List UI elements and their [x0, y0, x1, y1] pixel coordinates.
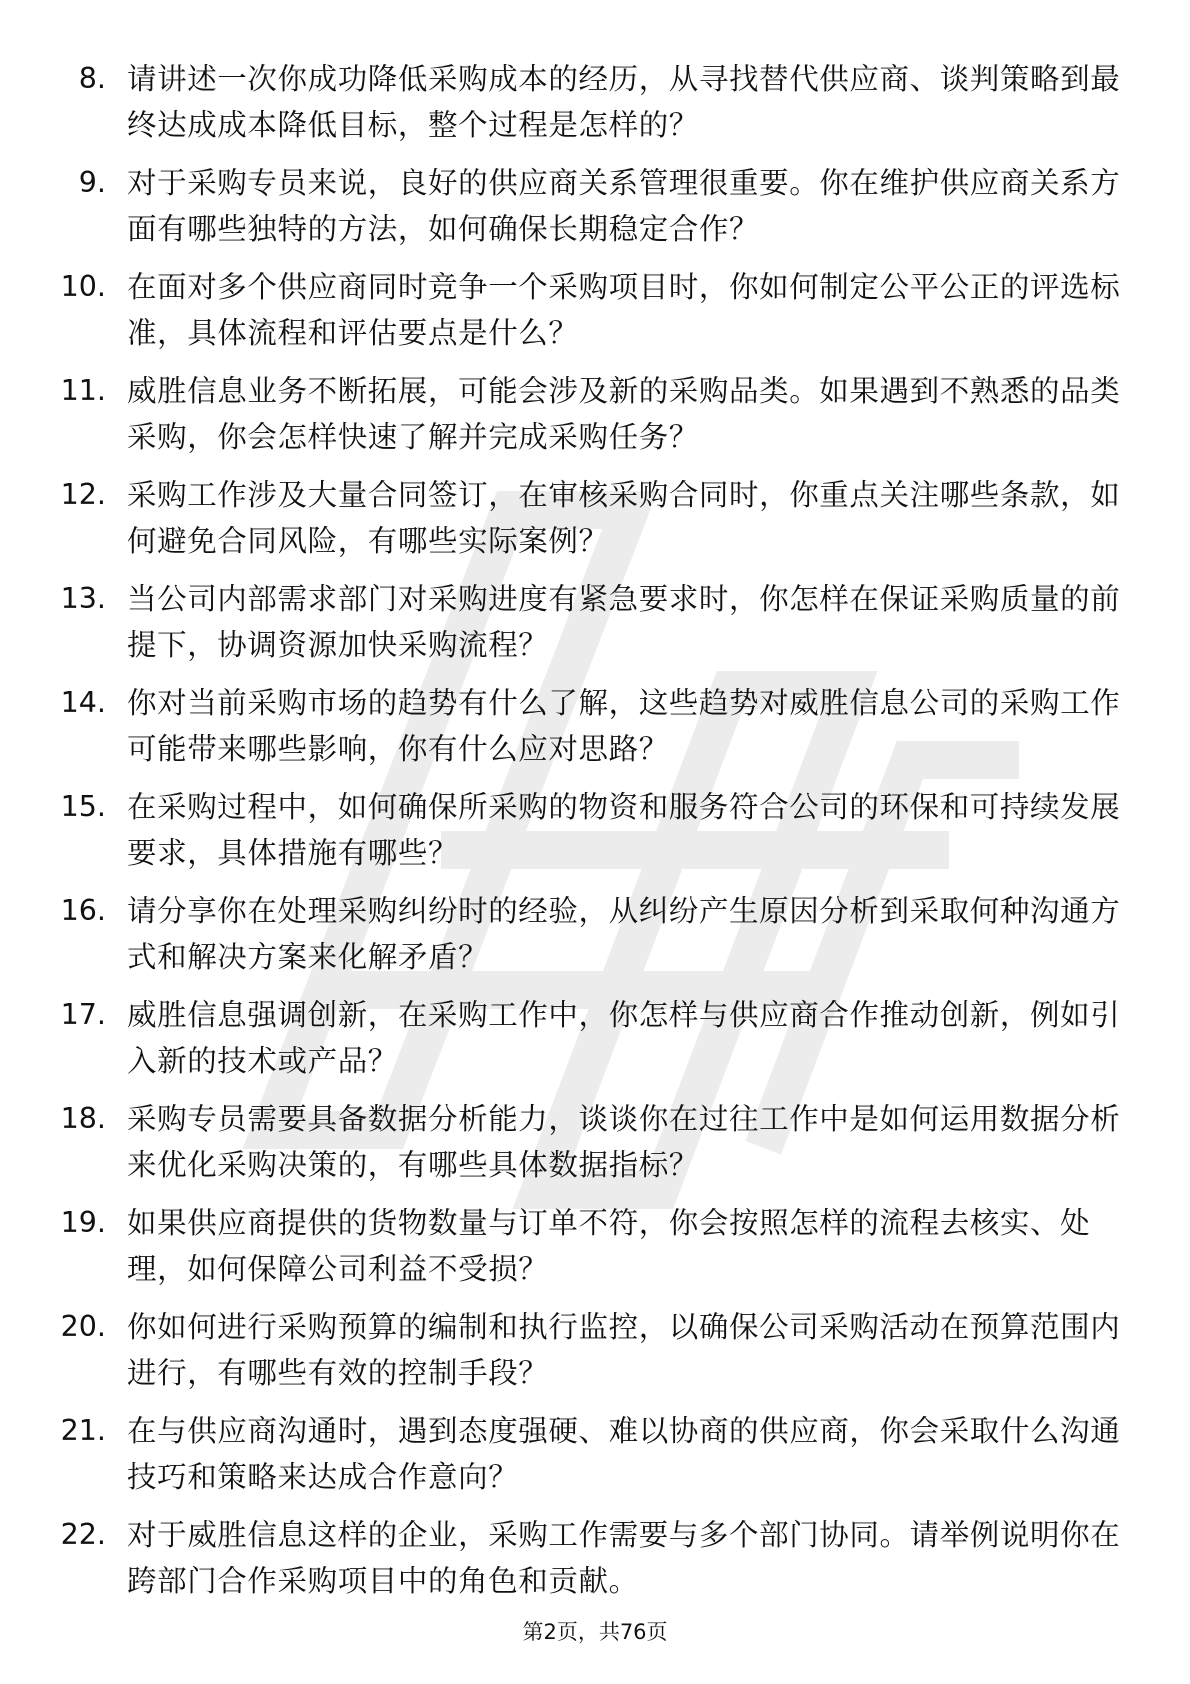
question-number: 10. — [60, 270, 106, 303]
question-number: 21. — [60, 1414, 106, 1447]
question-text: 你如何进行采购预算的编制和执行监控，以确保公司采购活动在预算范围内进行，有哪些有效的控制手段？ — [127, 1310, 1121, 1390]
question-item — [0, 992, 1190, 1096]
question-text: 请讲述一次你成功降低采购成本的经历，从寻找替代供应商、谈判策略到最终达成成本降低目标，整个过程是怎样的？ — [127, 62, 1121, 142]
page-footer — [0, 1617, 1190, 1647]
question-text: 对于采购专员来说，良好的供应商关系管理很重要。你在维护供应商关系方面有哪些独特的方法，如何确保长期稳定合作？ — [127, 166, 1121, 246]
question-text: 当公司内部需求部门对采购进度有紧急要求时，你怎样在保证采购质量的前提下，协调资源加快采购流程？ — [127, 582, 1121, 662]
question-text: 在采购过程中，如何确保所采购的物资和服务符合公司的环保和可持续发展要求，具体措施有哪些？ — [127, 790, 1121, 870]
question-text: 采购工作涉及大量合同签订，在审核采购合同时，你重点关注哪些条款，如何避免合同风险，有哪些实际案例？ — [127, 478, 1121, 558]
question-number: 16. — [60, 894, 106, 927]
question-text: 对于威胜信息这样的企业，采购工作需要与多个部门协同。请举例说明你在跨部门合作采购项目中的角色和贡献。 — [127, 1518, 1121, 1598]
question-number: 20. — [60, 1310, 106, 1343]
question-item — [0, 1096, 1190, 1200]
question-number: 13. — [60, 582, 106, 615]
question-number: 9. — [78, 166, 106, 199]
question-item — [0, 576, 1190, 680]
question-item — [0, 1512, 1190, 1616]
page-number-label: 第2页，共76页 — [522, 1620, 668, 1644]
question-text: 在面对多个供应商同时竞争一个采购项目时，你如何制定公平公正的评选标准，具体流程和评估要点是什么？ — [127, 270, 1121, 350]
question-text: 在与供应商沟通时，遇到态度强硬、难以协商的供应商，你会采取什么沟通技巧和策略来达成合作意向？ — [127, 1414, 1121, 1494]
question-text: 威胜信息业务不断拓展，可能会涉及新的采购品类。如果遇到不熟悉的品类采购，你会怎样快速了解并完成采购任务？ — [127, 374, 1121, 454]
question-item — [0, 1408, 1190, 1512]
question-number: 11. — [60, 374, 106, 407]
question-number: 19. — [60, 1206, 106, 1239]
question-item — [0, 368, 1190, 472]
question-number: 8. — [78, 62, 106, 95]
question-item — [0, 888, 1190, 992]
question-text: 你对当前采购市场的趋势有什么了解，这些趋势对威胜信息公司的采购工作可能带来哪些影响，你有什么应对思路？ — [127, 686, 1121, 766]
question-item — [0, 472, 1190, 576]
question-number: 15. — [60, 790, 106, 823]
question-text: 采购专员需要具备数据分析能力，谈谈你在过往工作中是如何运用数据分析来优化采购决策的，有哪些具体数据指标？ — [127, 1102, 1121, 1182]
question-item — [0, 680, 1190, 784]
question-item — [0, 264, 1190, 368]
question-number: 12. — [60, 478, 106, 511]
question-item — [0, 1304, 1190, 1408]
question-number: 14. — [60, 686, 106, 719]
question-list — [0, 56, 1190, 1616]
question-item — [0, 160, 1190, 264]
question-number: 18. — [60, 1102, 106, 1135]
question-text: 如果供应商提供的货物数量与订单不符，你会按照怎样的流程去核实、处理，如何保障公司利益不受损？ — [127, 1206, 1091, 1286]
question-text: 请分享你在处理采购纠纷时的经验，从纠纷产生原因分析到采取何种沟通方式和解决方案来化解矛盾？ — [127, 894, 1121, 974]
question-text: 威胜信息强调创新，在采购工作中，你怎样与供应商合作推动创新，例如引入新的技术或产品？ — [127, 998, 1121, 1078]
question-item — [0, 784, 1190, 888]
question-item — [0, 56, 1190, 160]
question-number: 22. — [60, 1518, 106, 1551]
question-number: 17. — [60, 998, 106, 1031]
question-item — [0, 1200, 1190, 1304]
